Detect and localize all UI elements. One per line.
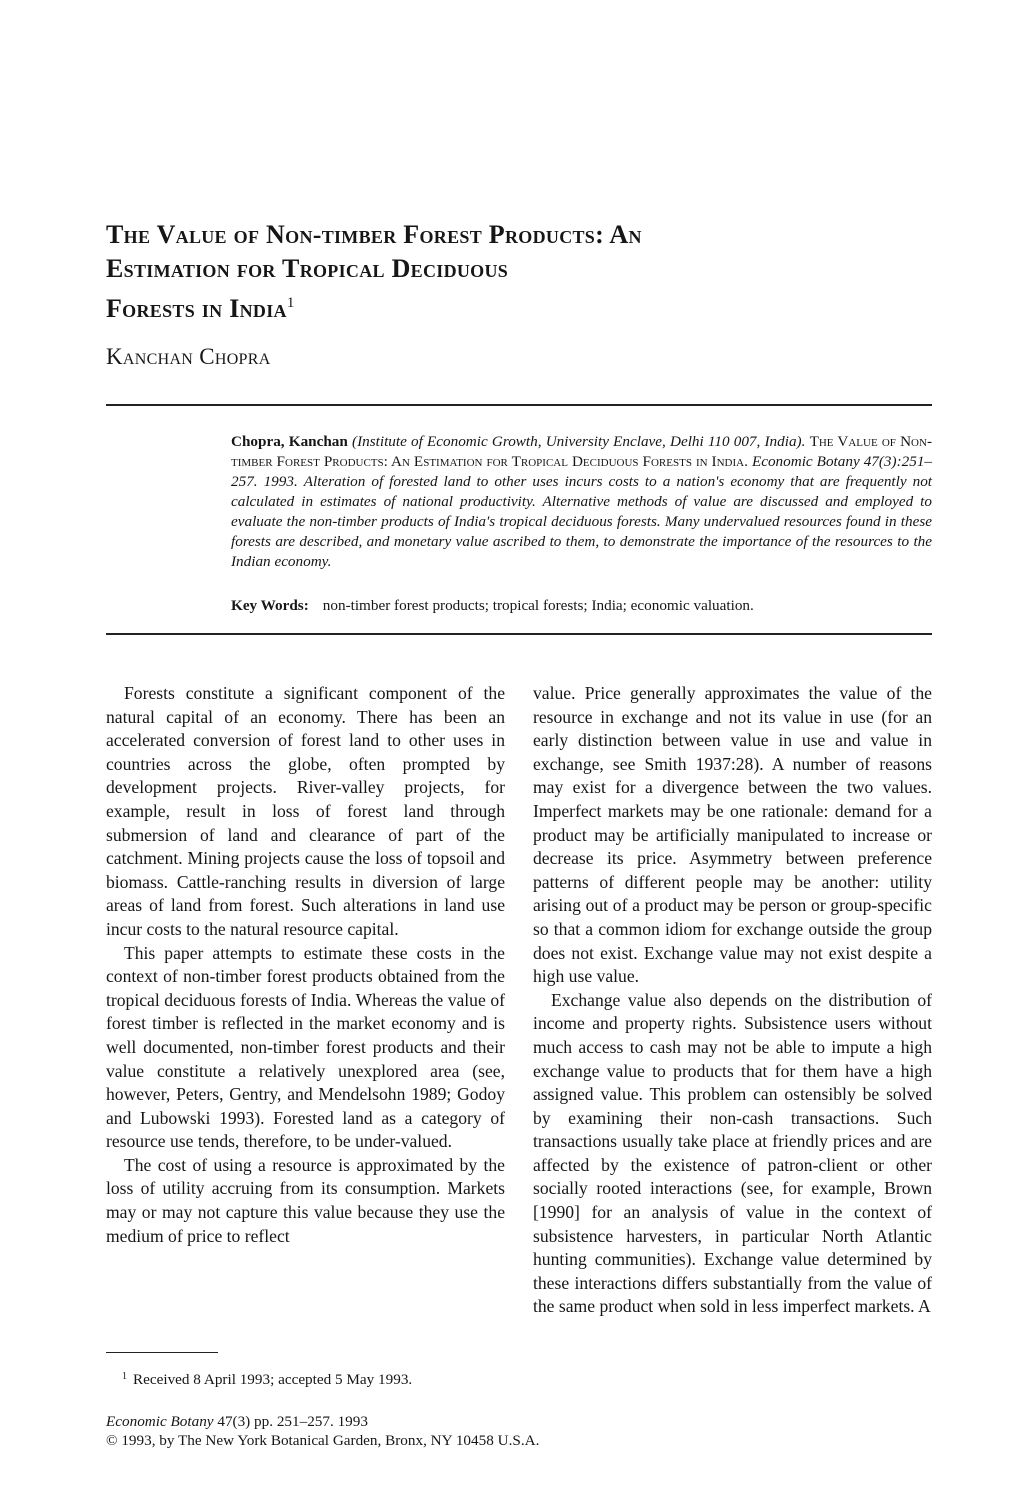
abstract-citation: Economic Botany 47(3):251–257. 1993. xyxy=(231,453,933,490)
journal-name: Economic Botany xyxy=(106,1413,214,1430)
body-paragraph: This paper attempts to estimate these costs in the context of non-timber forest products obtained from the tropical deciduous forests of India. Whereas the value of forest timber is reflected in the market economy and is well documented, non-timber forest products and their value constitute a relatively unexplored area (see, however, Peters, Gentry, and Mendelsohn 1989; Godoy and Lubowski 1993). Forested land as a category of resource use tends, therefore, to be under-valued. xyxy=(106,942,505,1152)
footnote-text: Received 8 April 1993; accepted 5 May 1993. xyxy=(133,1371,413,1388)
author-name: Kanchan Chopra xyxy=(106,344,271,369)
abstract-author: Chopra, Kanchan xyxy=(231,433,348,450)
keywords-line xyxy=(231,596,932,616)
abstract-article-title: The Value of Non-timber Forest Products: An Estimation for Tropical Deciduous Forests in India. xyxy=(231,433,932,470)
journal-info xyxy=(106,1412,539,1450)
body-paragraph: Forests constitute a significant component of the natural capital of an economy. There has been an accelerated conversion of forest land to other uses in countries across the globe, often prompted by development projects. River-valley projects, for example, result in loss of forest land through submersion of land and clearance of part of the catchment. Mining projects cause the loss of topsoil and biomass. Cattle-ranching results in diversion of large areas of land from forest. Such alterations in land use incur costs to the natural resource capital. xyxy=(106,683,505,939)
footnote-divider xyxy=(106,1352,218,1353)
footnote xyxy=(122,1371,412,1389)
top-divider xyxy=(106,404,932,406)
title-line-2: Estimation for Tropical Deciduous xyxy=(106,254,509,283)
title-line-1: The Value of Non-timber Forest Products: An xyxy=(106,220,642,249)
keywords-value: non-timber forest products; tropical forests; India; economic valuation. xyxy=(322,597,754,614)
footnote-mark: 1 xyxy=(122,1371,127,1382)
abstract-affiliation: (Institute of Economic Growth, University Enclave, Delhi 110 007, India). xyxy=(352,433,806,450)
body-column-right xyxy=(533,682,932,1319)
journal-details: 47(3) pp. 251–257. 1993 xyxy=(217,1413,368,1430)
keywords-label: Key Words: xyxy=(231,597,309,614)
title-line-3-text: Forests in India xyxy=(106,294,287,323)
body-paragraph: value. Price generally approximates the value of the resource in exchange and not its value in use (for an early distinction between value in use and value in exchange, see Smith 1937:28). A number of reasons may exist for a divergence between the two values. Imperfect markets may be one rationale: demand for a product may be artificially manipulated to increase or decrease its price. Asymmetry between preference patterns of different people may be another: utility arising out of a product may be person or group-specific so that a common idiom for exchange outside the group does not exist. Exchange value may not exist despite a high use value. xyxy=(533,683,932,987)
copyright-line: © 1993, by The New York Botanical Garden, Bronx, NY 10458 U.S.A. xyxy=(106,1432,540,1449)
title-footnote-ref: 1 xyxy=(286,295,295,311)
article-title xyxy=(106,218,866,326)
body-column-left xyxy=(106,682,505,1248)
abstract-summary: Alteration of forested land to other uses incurs costs to a nation's economy that are frequently not calculated in estimates of national productivity. Alternative methods of value are discussed and employed to evaluate the non-timber products of India's tropical deciduous forests. Many undervalued resources found in these forests are described, and monetary value ascribed to them, to demonstrate the importance of the resources to the Indian economy. xyxy=(231,473,933,570)
bottom-divider xyxy=(106,633,932,635)
body-paragraph: The cost of using a resource is approximated by the loss of utility accruing from its consumption. Markets may or may not capture this value because they use the medium of price to reflect xyxy=(106,1154,505,1246)
abstract-block xyxy=(231,432,932,572)
journal-citation-line xyxy=(106,1412,539,1431)
body-paragraph: Exchange value also depends on the distribution of income and property rights. Subsistence users without much access to cash may not be able to impute a high exchange value to products that for them have a high assigned value. This problem can ostensibly be solved by examining their non-cash transactions. Such transactions usually take place at friendly prices and are affected by the existence of patron-client or other socially rooted interactions (see, for example, Brown [1990] for an analysis of value in the context of subsistence harvesters, in particular North Atlantic hunting communities). Exchange value determined by these interactions differs substantially from the value of the same product when sold in less imperfect markets. A xyxy=(533,989,932,1317)
title-line-3 xyxy=(106,286,866,326)
